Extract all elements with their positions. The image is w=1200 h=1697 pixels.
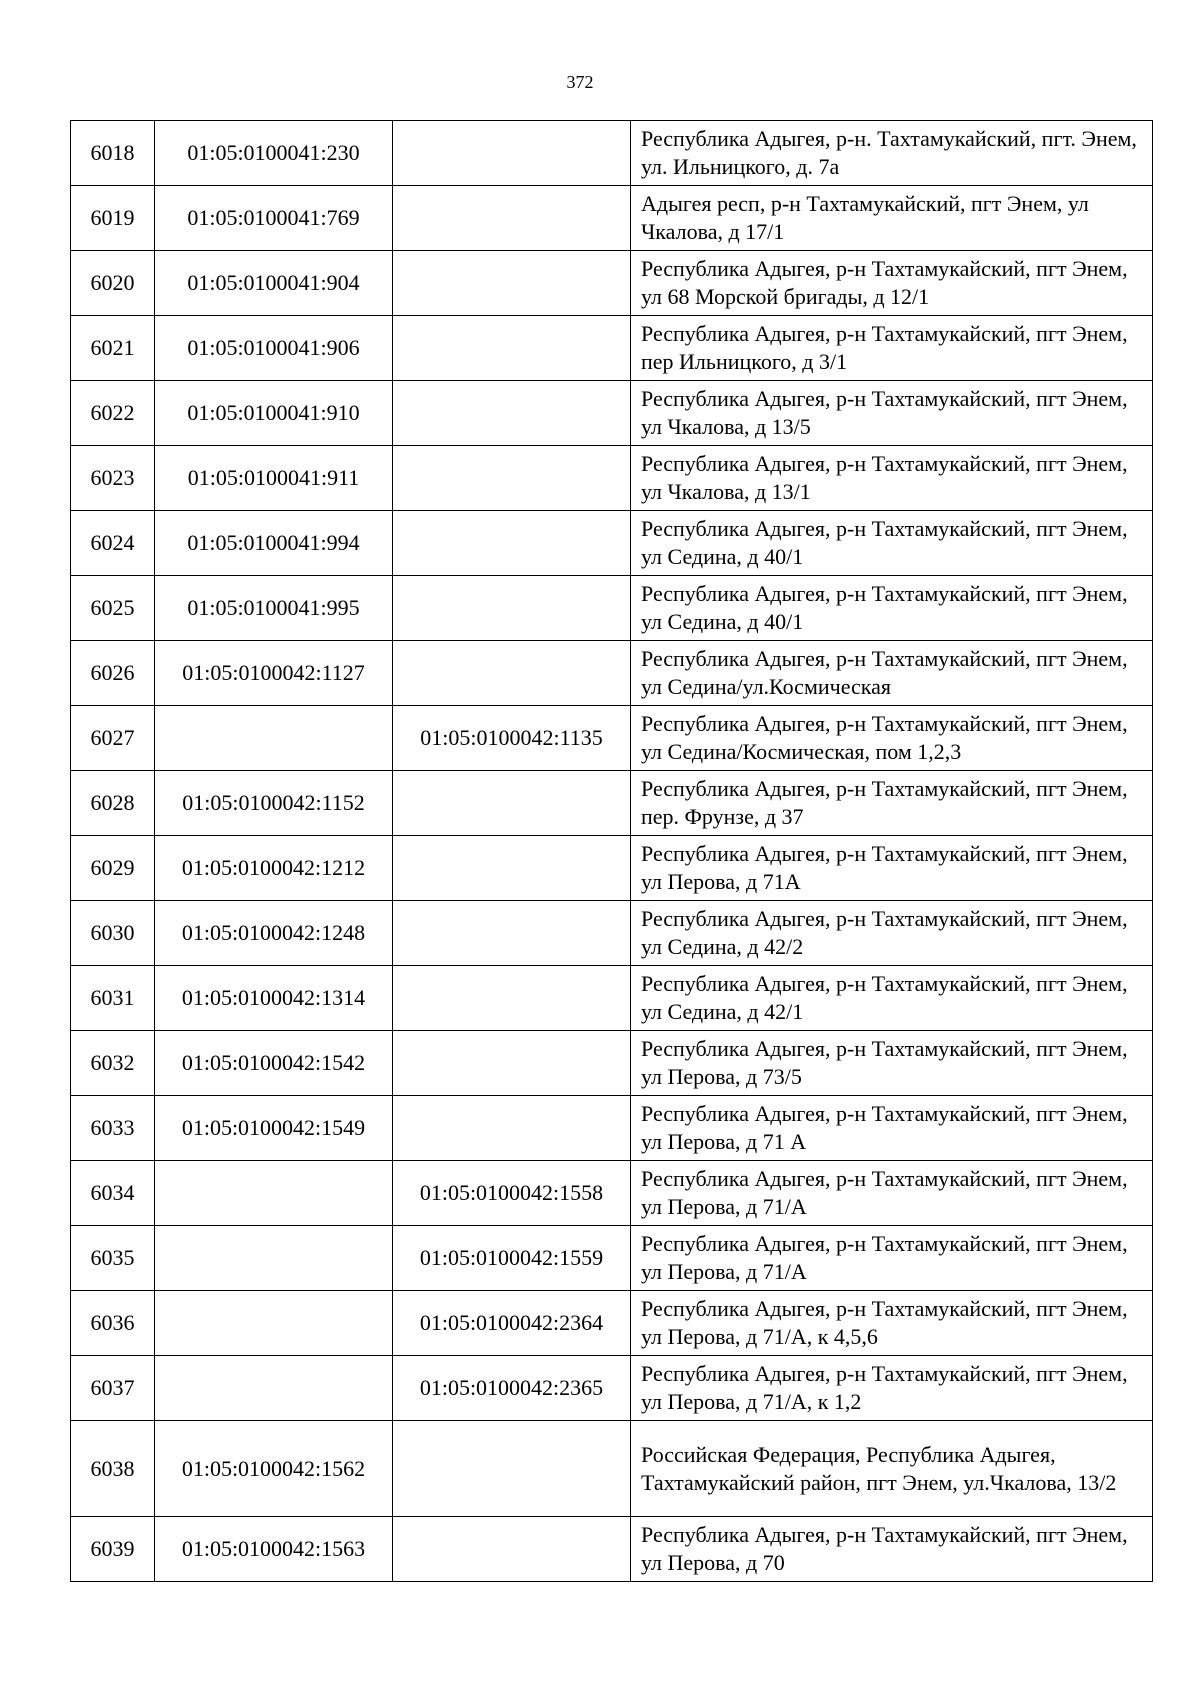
- table-row: [71, 1356, 1153, 1421]
- object-cadastral-number-cell: 01:05:0100042:1558: [393, 1161, 631, 1226]
- row-number-cell: 6039: [71, 1517, 155, 1582]
- table-row: [71, 1517, 1153, 1582]
- row-number-cell: 6029: [71, 836, 155, 901]
- row-number-cell: 6036: [71, 1291, 155, 1356]
- land-cadastral-number-cell: 01:05:0100042:1127: [155, 641, 393, 706]
- table-row: [71, 1291, 1153, 1356]
- row-number-cell: 6032: [71, 1031, 155, 1096]
- registry-table-body: [71, 121, 1153, 1582]
- address-cell: Республика Адыгея, р-н Тахтамукайский, пгт Энем, пер. Фрунзе, д 37: [631, 771, 1153, 836]
- land-cadastral-number-cell: 01:05:0100042:1152: [155, 771, 393, 836]
- land-cadastral-number-cell: 01:05:0100042:1563: [155, 1517, 393, 1582]
- object-cadastral-number-cell: [393, 121, 631, 186]
- land-cadastral-number-cell: 01:05:0100042:1248: [155, 901, 393, 966]
- land-cadastral-number-cell: [155, 1356, 393, 1421]
- row-number-cell: 6019: [71, 186, 155, 251]
- address-cell: Республика Адыгея, р-н Тахтамукайский, пгт Энем, ул Седина, д 40/1: [631, 576, 1153, 641]
- table-row: [71, 966, 1153, 1031]
- object-cadastral-number-cell: [393, 836, 631, 901]
- object-cadastral-number-cell: [393, 1421, 631, 1517]
- land-cadastral-number-cell: 01:05:0100041:910: [155, 381, 393, 446]
- address-cell: Республика Адыгея, р-н Тахтамукайский, пгт Энем, ул Чкалова, д 13/1: [631, 446, 1153, 511]
- row-number-cell: 6018: [71, 121, 155, 186]
- row-number-cell: 6027: [71, 706, 155, 771]
- table-row: [71, 511, 1153, 576]
- table-row: [71, 316, 1153, 381]
- object-cadastral-number-cell: [393, 901, 631, 966]
- address-cell: Республика Адыгея, р-н Тахтамукайский, пгт Энем, ул Седина/ул.Космическая: [631, 641, 1153, 706]
- table-row: [71, 1031, 1153, 1096]
- row-number-cell: 6037: [71, 1356, 155, 1421]
- object-cadastral-number-cell: [393, 381, 631, 446]
- row-number-cell: 6034: [71, 1161, 155, 1226]
- table-row: [71, 771, 1153, 836]
- land-cadastral-number-cell: [155, 1291, 393, 1356]
- table-row: [71, 901, 1153, 966]
- address-cell: Республика Адыгея, р-н Тахтамукайский, пгт Энем, ул Перова, д 73/5: [631, 1031, 1153, 1096]
- address-cell: Российская Федерация, Республика Адыгея, Тахтамукайский район, пгт Энем, ул.Чкалова, 13/2: [631, 1421, 1153, 1517]
- land-cadastral-number-cell: 01:05:0100041:230: [155, 121, 393, 186]
- address-cell: Республика Адыгея, р-н Тахтамукайский, пгт Энем, ул 68 Морской бригады, д 12/1: [631, 251, 1153, 316]
- row-number-cell: 6024: [71, 511, 155, 576]
- object-cadastral-number-cell: [393, 1517, 631, 1582]
- address-cell: Республика Адыгея, р-н Тахтамукайский, пгт Энем, ул Перова, д 71/А, к 4,5,6: [631, 1291, 1153, 1356]
- table-row: [71, 1096, 1153, 1161]
- object-cadastral-number-cell: 01:05:0100042:1135: [393, 706, 631, 771]
- row-number-cell: 6026: [71, 641, 155, 706]
- object-cadastral-number-cell: [393, 771, 631, 836]
- table-row: [71, 251, 1153, 316]
- table-row: [71, 381, 1153, 446]
- object-cadastral-number-cell: [393, 641, 631, 706]
- row-number-cell: 6030: [71, 901, 155, 966]
- page-number: 372: [566, 72, 594, 92]
- object-cadastral-number-cell: [393, 251, 631, 316]
- land-cadastral-number-cell: 01:05:0100042:1562: [155, 1421, 393, 1517]
- land-cadastral-number-cell: 01:05:0100042:1212: [155, 836, 393, 901]
- object-cadastral-number-cell: [393, 576, 631, 641]
- row-number-cell: 6028: [71, 771, 155, 836]
- table-row: [71, 836, 1153, 901]
- object-cadastral-number-cell: 01:05:0100042:1559: [393, 1226, 631, 1291]
- row-number-cell: 6025: [71, 576, 155, 641]
- object-cadastral-number-cell: [393, 316, 631, 381]
- table-row: [71, 576, 1153, 641]
- table-row: [71, 1226, 1153, 1291]
- address-cell: Республика Адыгея, р-н Тахтамукайский, пгт Энем, ул Перова, д 71 А: [631, 1096, 1153, 1161]
- land-cadastral-number-cell: 01:05:0100041:995: [155, 576, 393, 641]
- object-cadastral-number-cell: [393, 446, 631, 511]
- address-cell: Адыгея респ, р-н Тахтамукайский, пгт Энем, ул Чкалова, д 17/1: [631, 186, 1153, 251]
- address-cell: Республика Адыгея, р-н Тахтамукайский, пгт Энем, ул Седина, д 42/2: [631, 901, 1153, 966]
- land-cadastral-number-cell: 01:05:0100041:911: [155, 446, 393, 511]
- object-cadastral-number-cell: [393, 966, 631, 1031]
- land-cadastral-number-cell: [155, 706, 393, 771]
- address-cell: Республика Адыгея, р-н Тахтамукайский, пгт Энем, ул Перова, д 71/А, к 1,2: [631, 1356, 1153, 1421]
- address-cell: Республика Адыгея, р-н Тахтамукайский, пгт Энем, ул Седина, д 42/1: [631, 966, 1153, 1031]
- object-cadastral-number-cell: 01:05:0100042:2365: [393, 1356, 631, 1421]
- object-cadastral-number-cell: [393, 511, 631, 576]
- object-cadastral-number-cell: [393, 1031, 631, 1096]
- object-cadastral-number-cell: 01:05:0100042:2364: [393, 1291, 631, 1356]
- row-number-cell: 6020: [71, 251, 155, 316]
- address-cell: Республика Адыгея, р-н Тахтамукайский, пгт Энем, пер Ильницкого, д 3/1: [631, 316, 1153, 381]
- row-number-cell: 6021: [71, 316, 155, 381]
- object-cadastral-number-cell: [393, 1096, 631, 1161]
- address-cell: Республика Адыгея, р-н Тахтамукайский, пгт Энем, ул Перова, д 70: [631, 1517, 1153, 1582]
- table-row: [71, 706, 1153, 771]
- table-row: [71, 1161, 1153, 1226]
- table-row: [71, 186, 1153, 251]
- table-row: [71, 121, 1153, 186]
- table-row: [71, 446, 1153, 511]
- row-number-cell: 6023: [71, 446, 155, 511]
- table-row: [71, 1421, 1153, 1517]
- registry-table: [70, 120, 1153, 1582]
- land-cadastral-number-cell: 01:05:0100042:1542: [155, 1031, 393, 1096]
- land-cadastral-number-cell: 01:05:0100042:1314: [155, 966, 393, 1031]
- row-number-cell: 6031: [71, 966, 155, 1031]
- address-cell: Республика Адыгея, р-н Тахтамукайский, пгт Энем, ул Перова, д 71/А: [631, 1226, 1153, 1291]
- address-cell: Республика Адыгея, р-н Тахтамукайский, пгт Энем, ул Седина/Космическая, пом 1,2,3: [631, 706, 1153, 771]
- row-number-cell: 6038: [71, 1421, 155, 1517]
- address-cell: Республика Адыгея, р-н Тахтамукайский, пгт Энем, ул Перова, д 71/А: [631, 1161, 1153, 1226]
- land-cadastral-number-cell: 01:05:0100042:1549: [155, 1096, 393, 1161]
- row-number-cell: 6033: [71, 1096, 155, 1161]
- land-cadastral-number-cell: 01:05:0100041:904: [155, 251, 393, 316]
- address-cell: Республика Адыгея, р-н Тахтамукайский, пгт Энем, ул Седина, д 40/1: [631, 511, 1153, 576]
- land-cadastral-number-cell: 01:05:0100041:769: [155, 186, 393, 251]
- address-cell: Республика Адыгея, р-н. Тахтамукайский, пгт. Энем, ул. Ильницкого, д. 7а: [631, 121, 1153, 186]
- address-cell: Республика Адыгея, р-н Тахтамукайский, пгт Энем, ул Чкалова, д 13/5: [631, 381, 1153, 446]
- land-cadastral-number-cell: [155, 1226, 393, 1291]
- land-cadastral-number-cell: 01:05:0100041:994: [155, 511, 393, 576]
- land-cadastral-number-cell: [155, 1161, 393, 1226]
- land-cadastral-number-cell: 01:05:0100041:906: [155, 316, 393, 381]
- row-number-cell: 6022: [71, 381, 155, 446]
- object-cadastral-number-cell: [393, 186, 631, 251]
- row-number-cell: 6035: [71, 1226, 155, 1291]
- table-row: [71, 641, 1153, 706]
- address-cell: Республика Адыгея, р-н Тахтамукайский, пгт Энем, ул Перова, д 71А: [631, 836, 1153, 901]
